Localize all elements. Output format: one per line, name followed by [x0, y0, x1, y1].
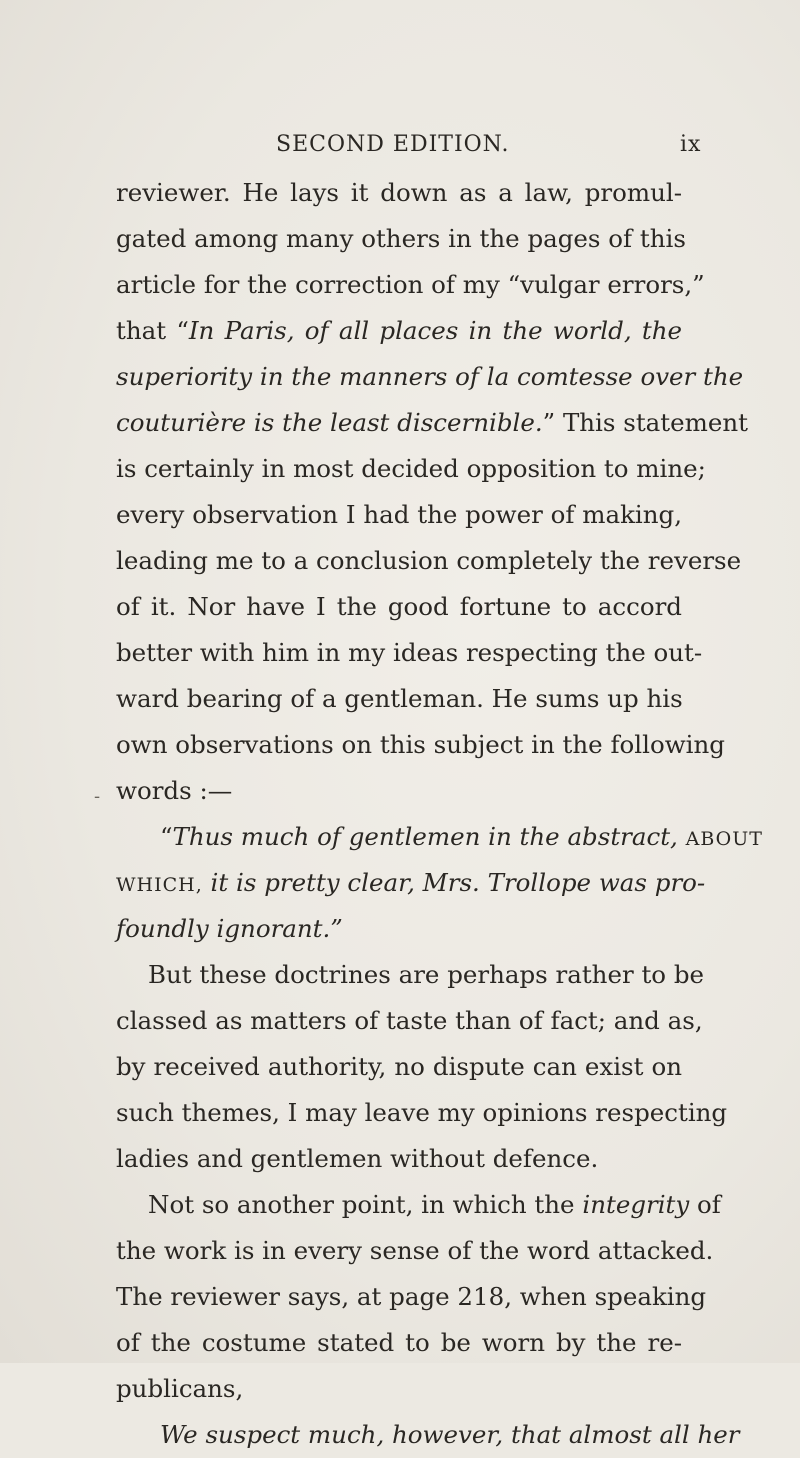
text-line: [116, 1182, 721, 1228]
page-header: [0, 132, 800, 162]
text-segment: Not so another point, in which the: [148, 1190, 575, 1219]
small-caps-segment: WHICH,: [116, 874, 203, 896]
italic-segment: couturière is the least discernible.: [116, 408, 543, 437]
text-line: reviewer. He lays it down as a law, promul-: [116, 178, 682, 207]
italic-segment: superiority in the manners of la comtesse over the: [116, 362, 744, 391]
quote-line: [116, 814, 763, 860]
text-line: [116, 400, 748, 446]
text-segment: “: [160, 822, 173, 851]
italic-segment: it is pretty clear, Mrs. Trollope was pro-: [210, 868, 706, 897]
italic-segment: We suspect much, however, that almost all her: [160, 1420, 740, 1449]
body-text: [116, 170, 763, 1458]
text-line: leading me to a conclusion completely the reverse: [116, 546, 742, 575]
text-line: classed as matters of taste than of fact; and as,: [116, 1006, 703, 1035]
page-number: ix: [680, 132, 702, 157]
small-caps-segment: ABOUT: [685, 828, 763, 850]
text-line: The reviewer says, at page 218, when speaking: [116, 1282, 707, 1311]
text-line: But these doctrines are perhaps rather to be: [148, 960, 705, 989]
text-segment: that “: [116, 316, 189, 345]
text-line: better with him in my ideas respecting the out-: [116, 638, 703, 667]
italic-segment: integrity: [582, 1190, 690, 1219]
quote-line: [116, 1412, 740, 1458]
italic-segment: Thus much of gentlemen in the abstract,: [172, 822, 678, 851]
text-line: the work is in every sense of the word attacked.: [116, 1236, 714, 1265]
text-line: every observation I had the power of making,: [116, 500, 682, 529]
italic-segment: In Paris, of all places in the world, the: [188, 316, 682, 345]
text-line: is certainly in most decided opposition to mine;: [116, 454, 706, 483]
text-line: own observations on this subject in the following: [116, 730, 725, 759]
text-line: ladies and gentlemen without defence.: [116, 1144, 599, 1173]
text-line: [116, 308, 682, 354]
text-line: such themes, I may leave my opinions respecting: [116, 1098, 728, 1127]
running-title: SECOND EDITION.: [276, 132, 510, 157]
text-segment: ” This statement: [542, 408, 748, 437]
text-line: words :—: [116, 776, 233, 805]
text-line: publicans,: [116, 1374, 244, 1403]
quote-line: [116, 906, 682, 952]
text-line: of it. Nor have I the good fortune to accord: [116, 592, 682, 621]
text-line: of the costume stated to be worn by the re-: [116, 1328, 682, 1357]
margin-mark: -: [94, 786, 101, 807]
text-line: gated among many others in the pages of this: [116, 224, 686, 253]
text-line: article for the correction of my “vulgar errors,”: [116, 270, 705, 299]
text-line: by received authority, no dispute can exist on: [116, 1052, 682, 1081]
italic-segment: foundly ignorant.”: [116, 914, 343, 943]
text-segment: of: [697, 1190, 721, 1219]
text-line: [116, 354, 744, 400]
text-line: ward bearing of a gentleman. He sums up his: [116, 684, 683, 713]
quote-line: [116, 860, 706, 906]
